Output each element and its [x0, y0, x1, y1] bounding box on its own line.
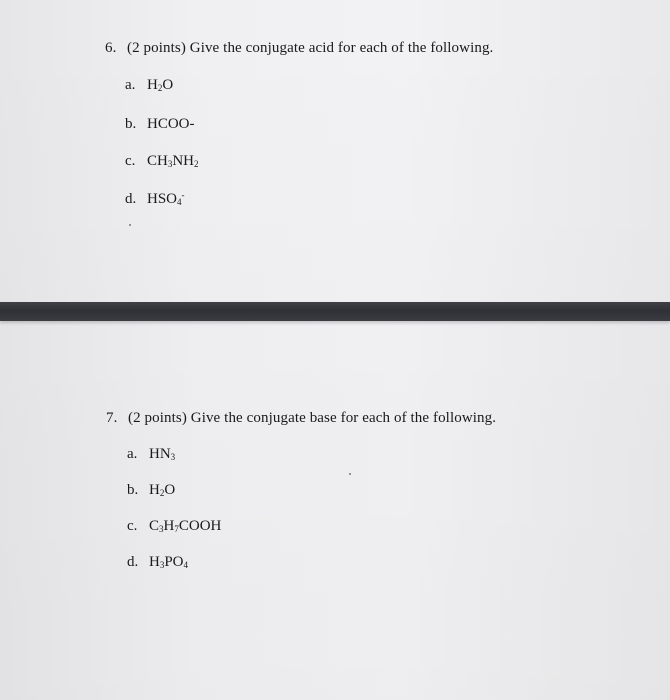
- q6-item-a-formula: $H_2O$: [147, 77, 174, 93]
- q7-item-d-label: d.: [127, 554, 139, 570]
- q6-item-b: [125, 116, 195, 133]
- q6-item-a: [125, 77, 173, 94]
- q6-item-d: [125, 191, 185, 208]
- question-6-heading: [105, 40, 493, 57]
- q6-item-c: [125, 153, 199, 170]
- question-7-heading: [106, 410, 496, 427]
- q7-item-b-formula: $H_2O$: [149, 482, 176, 498]
- q7-item-c: [127, 518, 221, 535]
- q6-item-b-formula: HCOO-: [147, 116, 195, 132]
- q6-item-c-label: c.: [125, 153, 136, 169]
- q6-item-a-label: a.: [125, 77, 136, 93]
- q7-item-c-formula: $C_3H_7COOH$: [149, 518, 222, 534]
- q7-item-b-label: b.: [127, 482, 139, 498]
- ink-speck: [349, 473, 351, 475]
- ink-speck: [129, 224, 131, 226]
- q7-item-b: [127, 482, 175, 499]
- page-divider-bar: [0, 302, 670, 321]
- q6-item-b-label: b.: [125, 116, 137, 132]
- q7-item-c-label: c.: [127, 518, 138, 534]
- q7-item-d: [127, 554, 188, 571]
- question-7-prompt: (2 points) Give the conjugate base for each of the following.: [128, 410, 497, 426]
- question-6-prompt: (2 points) Give the conjugate acid for each of the following.: [127, 40, 494, 56]
- q6-item-d-formula: $HSO_4^-$: [147, 190, 185, 207]
- q7-item-d-formula: $H_3PO_4$: [149, 554, 189, 570]
- q6-item-c-formula: $CH_3NH_2$: [147, 153, 199, 169]
- q6-item-d-label: d.: [125, 191, 137, 207]
- question-7-number: 7.: [106, 410, 118, 426]
- q7-item-a-formula: $HN_3$: [149, 446, 176, 462]
- question-6-number: 6.: [105, 40, 117, 56]
- q7-item-a-label: a.: [127, 446, 138, 462]
- q7-item-a: [127, 446, 175, 463]
